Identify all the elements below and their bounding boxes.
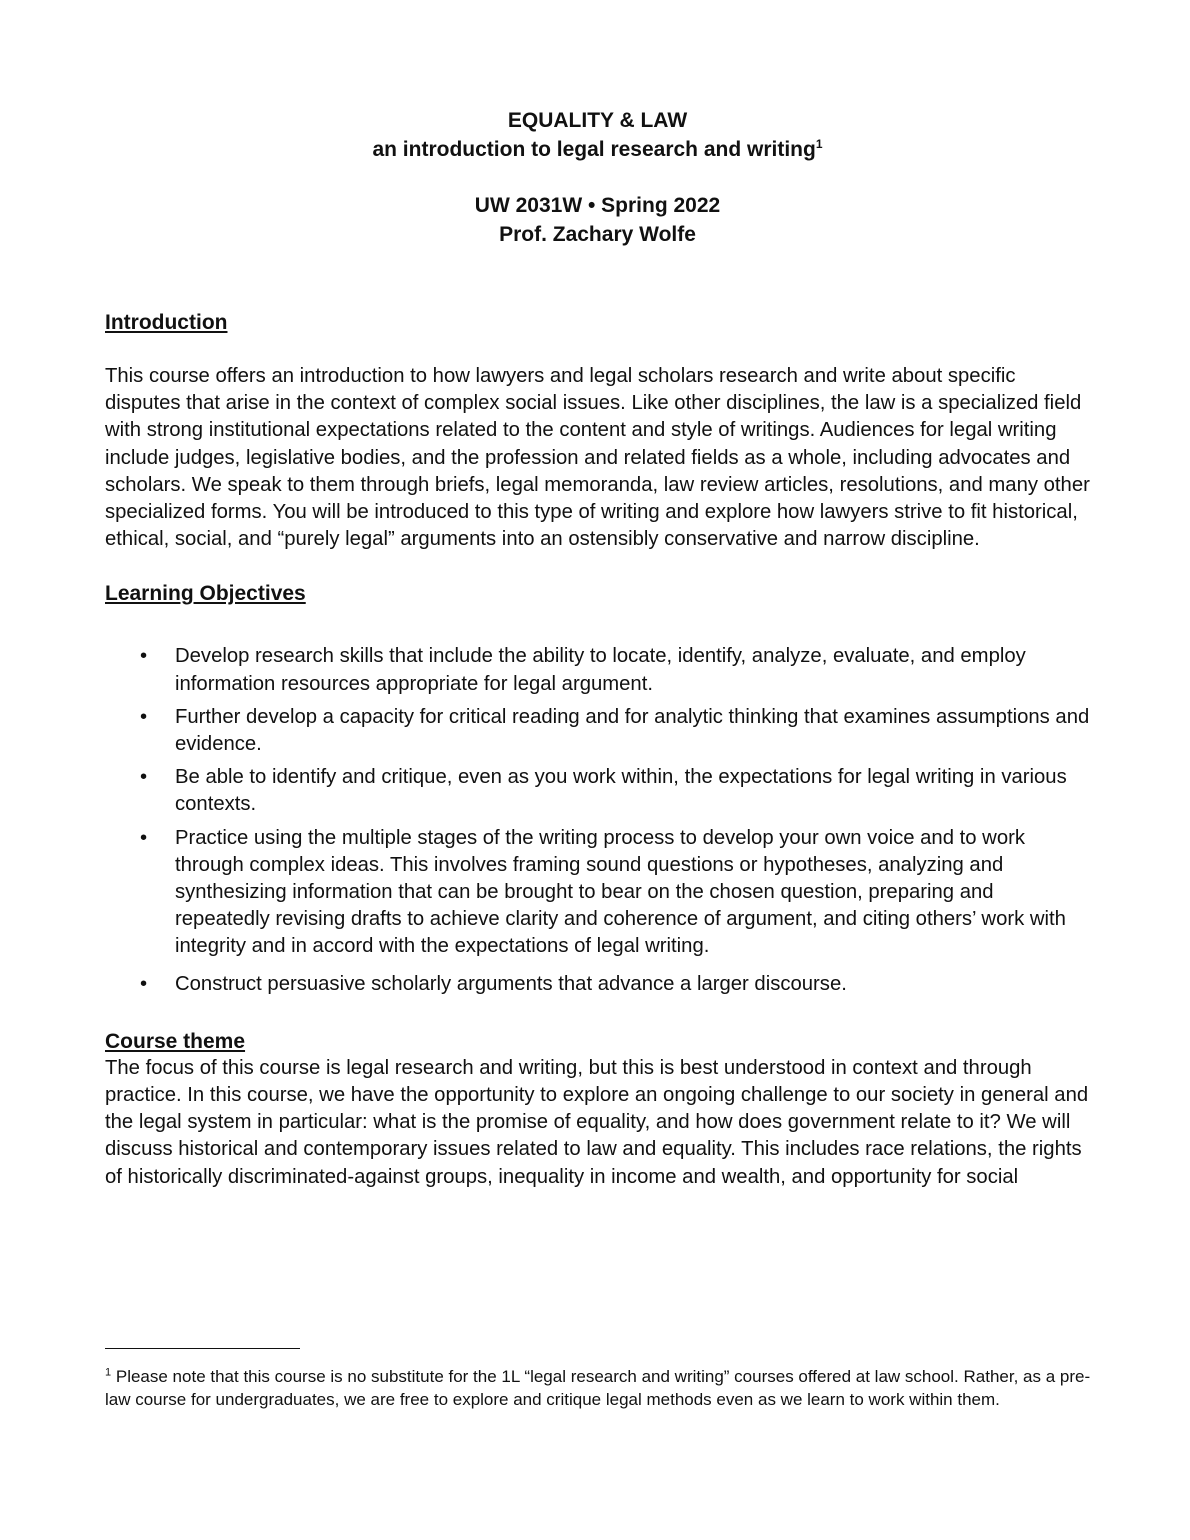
footnote-divider xyxy=(105,1348,300,1349)
bullet-icon: • xyxy=(140,645,148,668)
document-header xyxy=(105,106,1090,249)
list-item xyxy=(105,825,1090,961)
footnote-marker: 1 xyxy=(105,1366,112,1379)
bullet-icon: • xyxy=(140,972,148,995)
document-subtitle xyxy=(105,135,1090,164)
section-heading-learning-objectives: Learning Objectives xyxy=(105,582,306,606)
list-item-text: Be able to identify and critique, even as you work within, the expectations for legal writing in various contexts. xyxy=(175,766,1067,816)
footnote xyxy=(105,1365,1095,1411)
subtitle-text: an introduction to legal research and writing xyxy=(372,138,816,161)
document-page xyxy=(105,106,1090,1191)
section-heading-course-theme: Course theme xyxy=(105,1029,246,1053)
introduction-paragraph: This course offers an introduction to how lawyers and legal scholars research and write about specific disputes that arise in the context of complex social issues. Like other disciplines, the law is a specialized field with strong institutional expectations related to the content and style of writings. Audiences for legal writing include judges, legislative bodies, and the profession and related fields as a whole, including advocates and scholars. We speak to them through briefs, legal memoranda, law review articles, resolutions, and many other specialized forms. You will be introduced to this type of writing and explore how lawyers strive to fit historical, ethical, social, and “purely legal” arguments into an ostensibly conservative and narrow discipline. xyxy=(105,365,1090,551)
list-item-text: Construct persuasive scholarly arguments that advance a larger discourse. xyxy=(175,972,847,995)
list-item xyxy=(105,704,1090,758)
objectives-list xyxy=(105,643,1090,997)
list-item-text: Develop research skills that include the ability to locate, identify, analyze, evaluate, and employ information resources appropriate for legal argument. xyxy=(175,645,1026,695)
course-theme-paragraph: The focus of this course is legal research and writing, but this is best understood in context and through practice. In this course, we have the opportunity to explore an ongoing challenge to our society in general and the legal system in particular: what is the promise of equality, and how does government relate to it? We will discuss historical and contemporary issues related to law and equality. This includes race relations, the rights of historically discriminated-against groups, inequality in income and wealth, and opportunity for social xyxy=(105,1056,1089,1188)
bullet-icon: • xyxy=(140,826,148,849)
list-item xyxy=(105,764,1090,818)
course-line: UW 2031W • Spring 2022 xyxy=(474,194,721,217)
section-course-theme xyxy=(105,1028,1090,1191)
bullet-icon: • xyxy=(140,766,148,789)
list-item-text: Practice using the multiple stages of the writing process to develop your own voice and to work through complex ideas. This involves framing sound questions or hypotheses, analyzing and synthesizing information that can be brought to bear on the chosen question, preparing and repeatedly revising drafts to achieve clarity and coherence of argument, and citing others’ work with integrity and in accord with the expectations of legal writing. xyxy=(175,826,1066,958)
section-learning-objectives xyxy=(105,580,1090,997)
list-item xyxy=(105,971,1090,998)
section-introduction xyxy=(105,309,1090,553)
list-item xyxy=(105,643,1090,697)
instructor-name: Prof. Zachary Wolfe xyxy=(499,223,696,246)
document-title: EQUALITY & LAW xyxy=(507,109,688,132)
footnote-reference[interactable]: 1 xyxy=(815,137,823,151)
list-item-text: Further develop a capacity for critical reading and for analytic thinking that examines assumptions and evidence. xyxy=(175,705,1090,756)
footnote-text: Please note that this course is no substitute for the 1L “legal research and writing” courses offered at law school. Rather, as a pre-law course for undergraduates, we are free to explore and critique legal methods even as we learn to work within them. xyxy=(105,1367,1091,1409)
bullet-icon: • xyxy=(140,705,148,728)
section-heading-introduction: Introduction xyxy=(105,311,228,334)
